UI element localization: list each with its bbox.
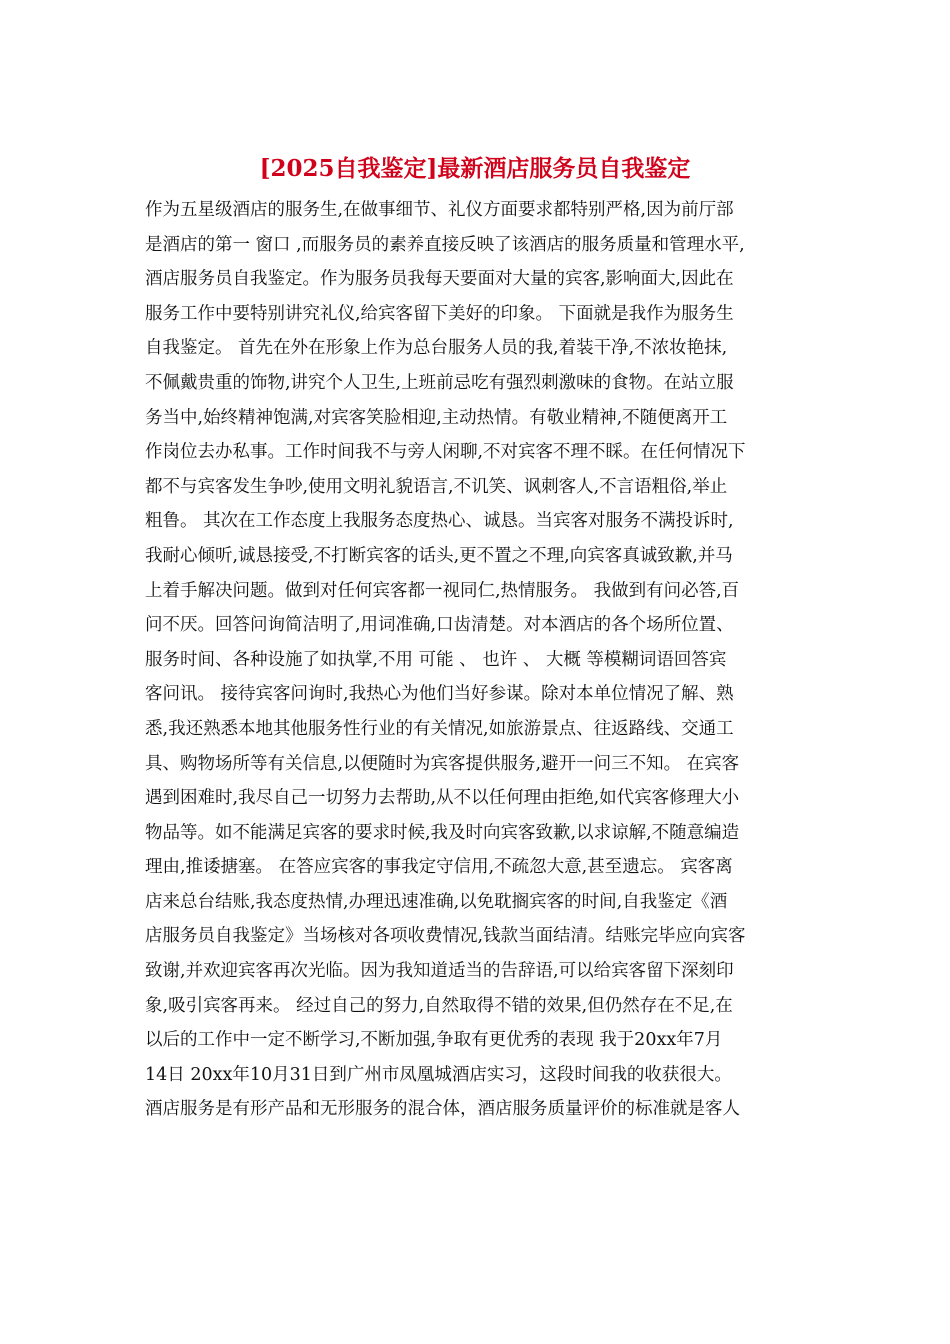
body-line: 我耐心倾听,诚恳接受,不打断宾客的话头,更不置之不理,向宾客真诚致歉,并马 [145,545,733,566]
body-line: 象,吸引宾客再来。 经过自己的努力,自然取得不错的效果,但仍然存在不足,在 [145,995,733,1016]
body-line: 遇到困难时,我尽自己一切努力去帮助,从不以任何理由拒绝,如代宾客修理大小 [145,788,740,809]
body-line: 作为五星级酒店的服务生,在做事细节、礼仪方面要求都特别严格,因为前厅部 [145,200,734,220]
body-line: 悉,我还熟悉本地其他服务性行业的有关情况,如旅游景点、往返路线、交通工 [145,718,734,739]
document-body [145,193,825,1127]
body-line: 理由,推诿搪塞。 在答应宾客的事我定守信用,不疏忽大意,甚至遗忘。 宾客离 [145,857,733,878]
body-line: 服务时间、各种设施了如执掌,不用 可能 、 也许 、 大概 等模糊词语回答宾 [145,649,727,670]
body-line: 上着手解决问题。做到对任何宾客都一视同仁,热情服务。 我做到有问必答,百 [145,580,740,601]
body-line: 都不与宾客发生争吵,使用文明礼貌语言,不讥笑、讽刺客人,不言语粗俗,举止 [145,476,728,497]
body-line: 是酒店的第一 窗口 ,而服务员的素养直接反映了该酒店的服务质量和管理水平, [145,234,745,255]
body-line: 酒店服务是有形产品和无形服务的混合体，酒店服务质量评价的标准就是客人 [145,1099,740,1120]
body-line: 酒店服务员自我鉴定。作为服务员我每天要面对大量的宾客,影响面大,因此在 [145,269,734,290]
body-line: 以后的工作中一定不断学习,不断加强,争取有更优秀的表现 我于20xx年7月 [145,1030,723,1051]
body-line: 店服务员自我鉴定》当场核对各项收费情况,钱款当面结清。结账完毕应向宾客 [145,926,746,947]
body-line: 问不厌。回答问询简洁明了,用词准确,口齿清楚。对本酒店的各个场所位置、 [145,615,734,636]
body-line: 店来总台结账,我态度热情,办理迅速准确,以免耽搁宾客的时间,自我鉴定《酒 [145,891,728,912]
body-line: 具、购物场所等有关信息,以便随时为宾客提供服务,避开一问三不知。 在宾客 [145,753,740,774]
body-line: 粗鲁。 其次在工作态度上我服务态度热心、诚恳。当宾客对服务不满投诉时, [145,511,734,532]
document-title: [2025自我鉴定]最新酒店服务员自我鉴定 [259,155,691,182]
body-line: 服务工作中要特别讲究礼仪,给宾客留下美好的印象。 下面就是我作为服务生 [145,303,734,324]
body-line: 客问讯。 接待宾客问询时,我热心为他们当好参谋。除对本单位情况了解、熟 [145,684,734,705]
body-line: 作岗位去办私事。工作时间我不与旁人闲聊,不对宾客不理不睬。在任何情况下 [145,442,746,463]
body-line: 自我鉴定。 首先在外在形象上作为总台服务人员的我,着装干净,不浓妆艳抹, [145,338,728,359]
body-line: 物品等。如不能满足宾客的要求时候,我及时向宾客致歉,以求谅解,不随意编造 [145,822,740,843]
body-line: 务当中,始终精神饱满,对宾客笑脸相迎,主动热情。有敬业精神,不随便离开工 [145,407,728,428]
body-line: 14日 20xx年10月31日到广州市凤凰城酒店实习，这段时间我的收获很大。 [145,1064,732,1085]
body-line: 致谢,并欢迎宾客再次光临。因为我知道适当的告辞语,可以给宾客留下深刻印 [145,961,734,982]
body-line: 不佩戴贵重的饰物,讲究个人卫生,上班前忌吃有强烈刺激味的食物。在站立服 [145,372,734,393]
